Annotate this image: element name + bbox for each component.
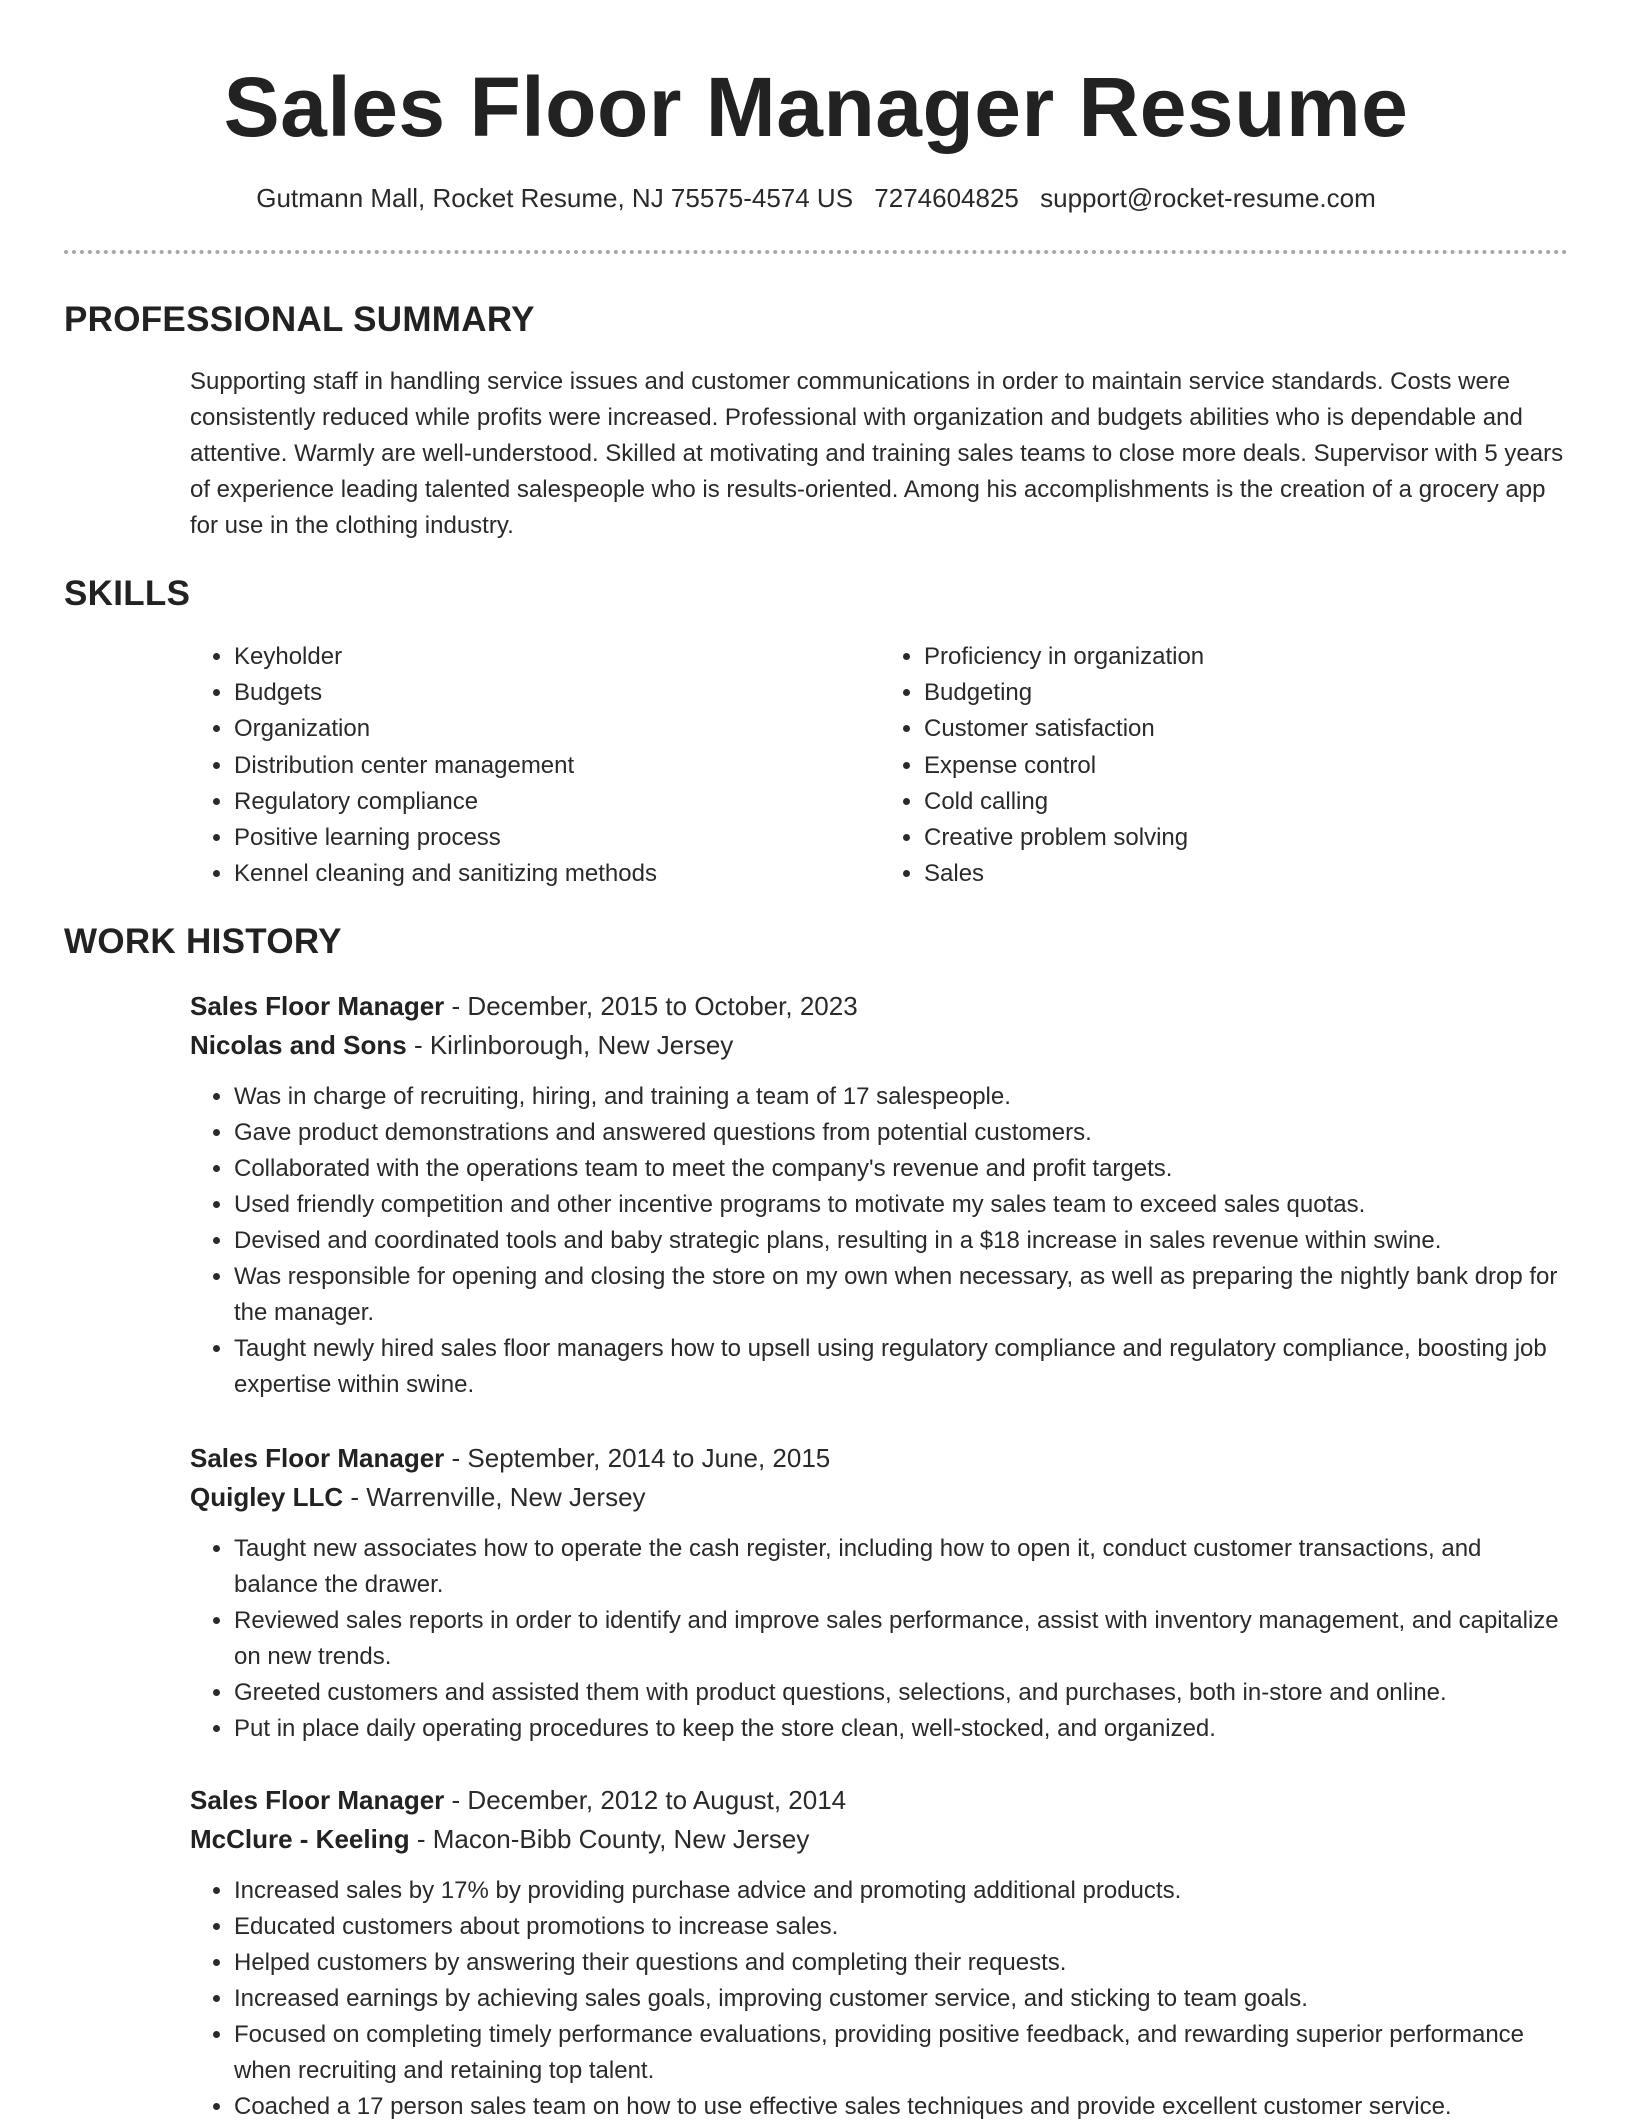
resume-title: Sales Floor Manager Resume bbox=[223, 60, 1409, 154]
skill-item: • Regulatory compliance bbox=[234, 784, 880, 820]
contact-email: support@rocket-resume.com bbox=[1040, 183, 1376, 213]
job-duty: • Gave product demonstrations and answered questions from potential customers. bbox=[234, 1115, 1570, 1151]
contact-address: Gutmann Mall, Rocket Resume, NJ 75575-4574 US bbox=[256, 183, 854, 213]
job-duties bbox=[190, 1873, 1570, 2125]
job-duty: • Devised and coordinated tools and baby strategic plans, resulting in a $18 increase in sales revenue within swine. bbox=[234, 1223, 1570, 1259]
job-entry bbox=[190, 987, 1570, 1403]
job-duty: • Helped customers by answering their questions and completing their requests. bbox=[234, 1945, 1570, 1981]
job-title-line bbox=[190, 1781, 1570, 1820]
job-location: - Kirlinborough, New Jersey bbox=[406, 1030, 734, 1060]
job-duties bbox=[190, 1079, 1570, 1403]
job-duty: • Collaborated with the operations team to meet the company's revenue and profit targets. bbox=[234, 1151, 1570, 1187]
job-company-line bbox=[190, 1820, 1570, 1859]
skills-column-right bbox=[880, 639, 1570, 892]
job-dates: - December, 2012 to August, 2014 bbox=[444, 1785, 847, 1815]
skills-heading: SKILLS bbox=[64, 574, 191, 613]
skill-item: • Keyholder bbox=[234, 639, 880, 675]
job-title: Sales Floor Manager bbox=[190, 1443, 445, 1473]
job-company: McClure - Keeling bbox=[190, 1824, 410, 1854]
job-location: - Macon-Bibb County, New Jersey bbox=[409, 1824, 810, 1854]
job-title-line bbox=[190, 1439, 1570, 1478]
job-company: Quigley LLC bbox=[190, 1482, 344, 1512]
skill-item: • Kennel cleaning and sanitizing methods bbox=[234, 856, 880, 892]
skill-item: • Customer satisfaction bbox=[924, 711, 1570, 747]
job-duty: • Was responsible for opening and closing the store on my own when necessary, as well as preparing the nightly bank drop for the manager. bbox=[234, 1259, 1570, 1331]
skill-item: • Positive learning process bbox=[234, 820, 880, 856]
job-duty: • Increased earnings by achieving sales goals, improving customer service, and sticking to team goals. bbox=[234, 1981, 1570, 2017]
contact-phone: 7274604825 bbox=[874, 183, 1019, 213]
job-title: Sales Floor Manager bbox=[190, 991, 445, 1021]
job-duty: • Focused on completing timely performance evaluations, providing positive feedback, and rewarding superior performance when recruiting and retaining top talent. bbox=[234, 2017, 1570, 2089]
job-duty: • Put in place daily operating procedures to keep the store clean, well-stocked, and organized. bbox=[234, 1711, 1570, 1747]
job-duty: • Taught newly hired sales floor managers how to upsell using regulatory compliance and regulatory compliance, boosting job expertise within swine. bbox=[234, 1331, 1570, 1403]
skill-item: • Creative problem solving bbox=[924, 820, 1570, 856]
skill-item: • Budgets bbox=[234, 675, 880, 711]
job-dates: - September, 2014 to June, 2015 bbox=[444, 1443, 831, 1473]
job-title-line bbox=[190, 987, 1570, 1026]
job-company: Nicolas and Sons bbox=[190, 1030, 407, 1060]
job-duty: • Was in charge of recruiting, hiring, and training a team of 17 salespeople. bbox=[234, 1079, 1570, 1115]
job-duty: • Used friendly competition and other incentive programs to motivate my sales team to exceed sales quotas. bbox=[234, 1187, 1570, 1223]
skill-item: • Cold calling bbox=[924, 784, 1570, 820]
job-duties bbox=[190, 1531, 1570, 1747]
job-entry bbox=[190, 1781, 1570, 2125]
skill-item: • Expense control bbox=[924, 748, 1570, 784]
job-entry bbox=[190, 1439, 1570, 1747]
skill-item: • Proficiency in organization bbox=[924, 639, 1570, 675]
summary-heading: PROFESSIONAL SUMMARY bbox=[64, 300, 535, 339]
header-divider bbox=[64, 250, 1568, 254]
skills-column-left bbox=[190, 639, 880, 892]
job-duty: • Increased sales by 17% by providing purchase advice and promoting additional products. bbox=[234, 1873, 1570, 1909]
contact-line bbox=[0, 180, 1632, 216]
job-location: - Warrenville, New Jersey bbox=[343, 1482, 646, 1512]
job-company-line bbox=[190, 1026, 1570, 1065]
job-duty: • Educated customers about promotions to increase sales. bbox=[234, 1909, 1570, 1945]
job-title: Sales Floor Manager bbox=[190, 1785, 445, 1815]
summary-text: Supporting staff in handling service issues and customer communications in order to maintain service standards. Costs were consistently reduced while profits were increased. Professional with organization and budgets abilities who is dependable and attentive. Warmly are well-understood. Skilled at motivating and training sales teams to close more deals. Supervisor with 5 years of experience leading talented salespeople who is results-oriented. Among his accomplishments is the creation of a grocery app for use in the clothing industry. bbox=[190, 368, 1564, 539]
job-company-line bbox=[190, 1478, 1570, 1517]
job-duty: • Taught new associates how to operate the cash register, including how to open it, conduct customer transactions, and balance the drawer. bbox=[234, 1531, 1570, 1603]
skill-item: • Sales bbox=[924, 856, 1570, 892]
job-dates: - December, 2015 to October, 2023 bbox=[444, 991, 858, 1021]
job-duty: • Greeted customers and assisted them with product questions, selections, and purchases, both in-store and online. bbox=[234, 1675, 1570, 1711]
skills-list bbox=[190, 639, 1570, 892]
job-duty: • Reviewed sales reports in order to identify and improve sales performance, assist with inventory management, and capitalize on new trends. bbox=[234, 1603, 1570, 1675]
work-history-heading: WORK HISTORY bbox=[64, 922, 342, 961]
job-duty: • Coached a 17 person sales team on how to use effective sales techniques and provide excellent customer service. bbox=[234, 2089, 1570, 2125]
skill-item: • Distribution center management bbox=[234, 748, 880, 784]
skill-item: • Organization bbox=[234, 711, 880, 747]
skill-item: • Budgeting bbox=[924, 675, 1570, 711]
